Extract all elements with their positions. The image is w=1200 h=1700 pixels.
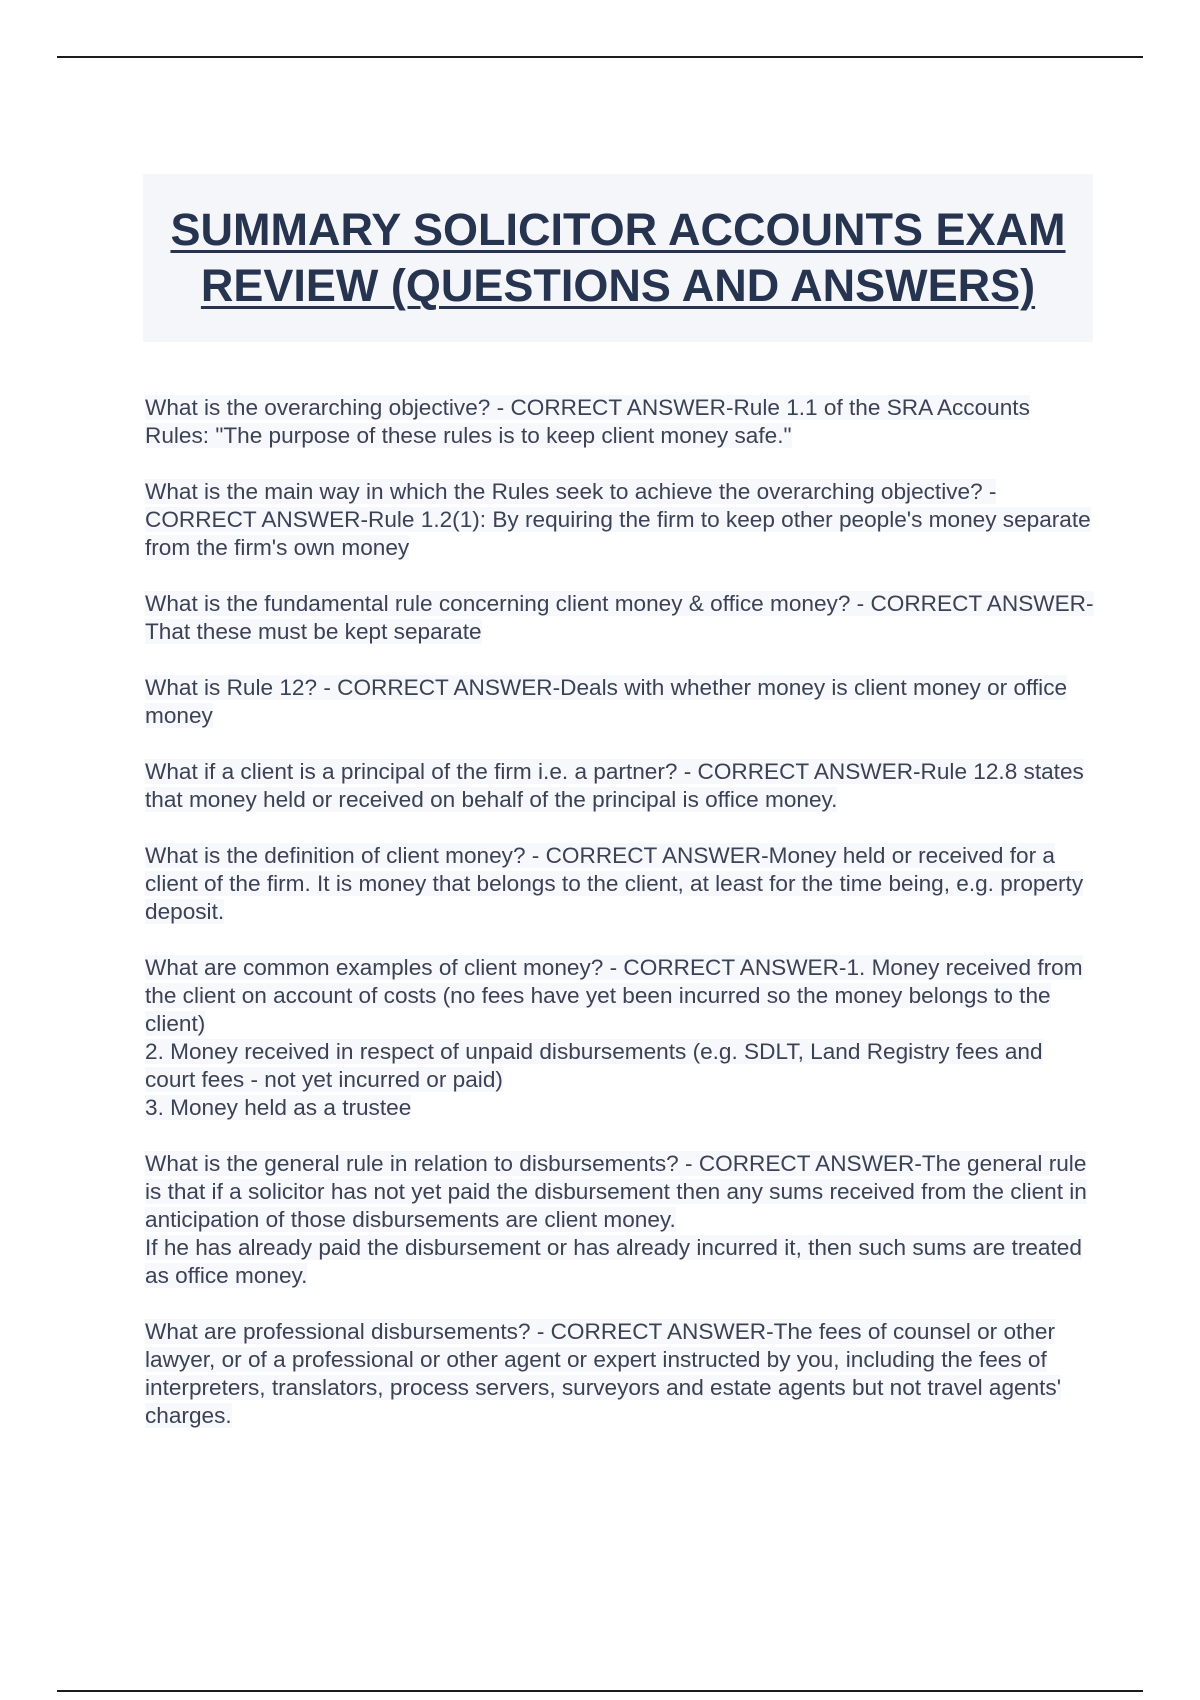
bottom-divider	[57, 1690, 1143, 1692]
qa-text: What if a client is a principal of the firm i.e. a partner? - CORRECT ANSWER-Rule 12.8 states that money held or received on behalf of the principal is office money.	[145, 759, 1084, 812]
qa-text: What is the main way in which the Rules seek to achieve the overarching objective? - CORRECT ANSWER-Rule 1.2(1): By requiring the firm to keep other people's money separate from the firm's own money	[145, 479, 1091, 560]
qa-item	[145, 842, 1095, 926]
qa-text: What is the overarching objective? - CORRECT ANSWER-Rule 1.1 of the SRA Accounts Rules: "The purpose of these rules is to keep client money safe."	[145, 395, 1030, 448]
title-banner	[143, 174, 1093, 342]
qa-text: What are professional disbursements? - CORRECT ANSWER-The fees of counsel or other lawyer, or of a professional or other agent or expert instructed by you, including the fees of interpreters, translators, process servers, surveyors and estate agents but not travel agents' charges.	[145, 1319, 1062, 1428]
qa-list	[145, 394, 1095, 1458]
qa-item	[145, 1150, 1095, 1290]
qa-text: What is the general rule in relation to disbursements? - CORRECT ANSWER-The general rule is that if a solicitor has not yet paid the disbursement then any sums received from the client in anticipation of those disbursements are client money. If he has already paid the disbursement or has already incurred it, then such sums are treated as office money.	[145, 1151, 1087, 1288]
qa-text: What is the fundamental rule concerning client money & office money? - CORRECT ANSWER-That these must be kept separate	[145, 591, 1094, 644]
qa-item	[145, 1318, 1095, 1430]
top-divider	[57, 56, 1143, 58]
qa-item	[145, 590, 1095, 646]
qa-item	[145, 954, 1095, 1122]
qa-item	[145, 394, 1095, 450]
qa-item	[145, 478, 1095, 562]
document-title: SUMMARY SOLICITOR ACCOUNTS EXAM REVIEW (QUESTIONS AND ANSWERS)	[170, 204, 1066, 311]
qa-item	[145, 674, 1095, 730]
qa-item	[145, 758, 1095, 814]
qa-text: What are common examples of client money? - CORRECT ANSWER-1. Money received from the client on account of costs (no fees have yet been incurred so the money belongs to the client) 2. Money received in respect of unpaid disbursements (e.g. SDLT, Land Registry fees and court fees - not yet incurred or paid) 3. Money held as a trustee	[145, 955, 1083, 1120]
qa-text: What is Rule 12? - CORRECT ANSWER-Deals with whether money is client money or office money	[145, 675, 1068, 728]
qa-text: What is the definition of client money? - CORRECT ANSWER-Money held or received for a client of the firm. It is money that belongs to the client, at least for the time being, e.g. property deposit.	[145, 843, 1084, 924]
